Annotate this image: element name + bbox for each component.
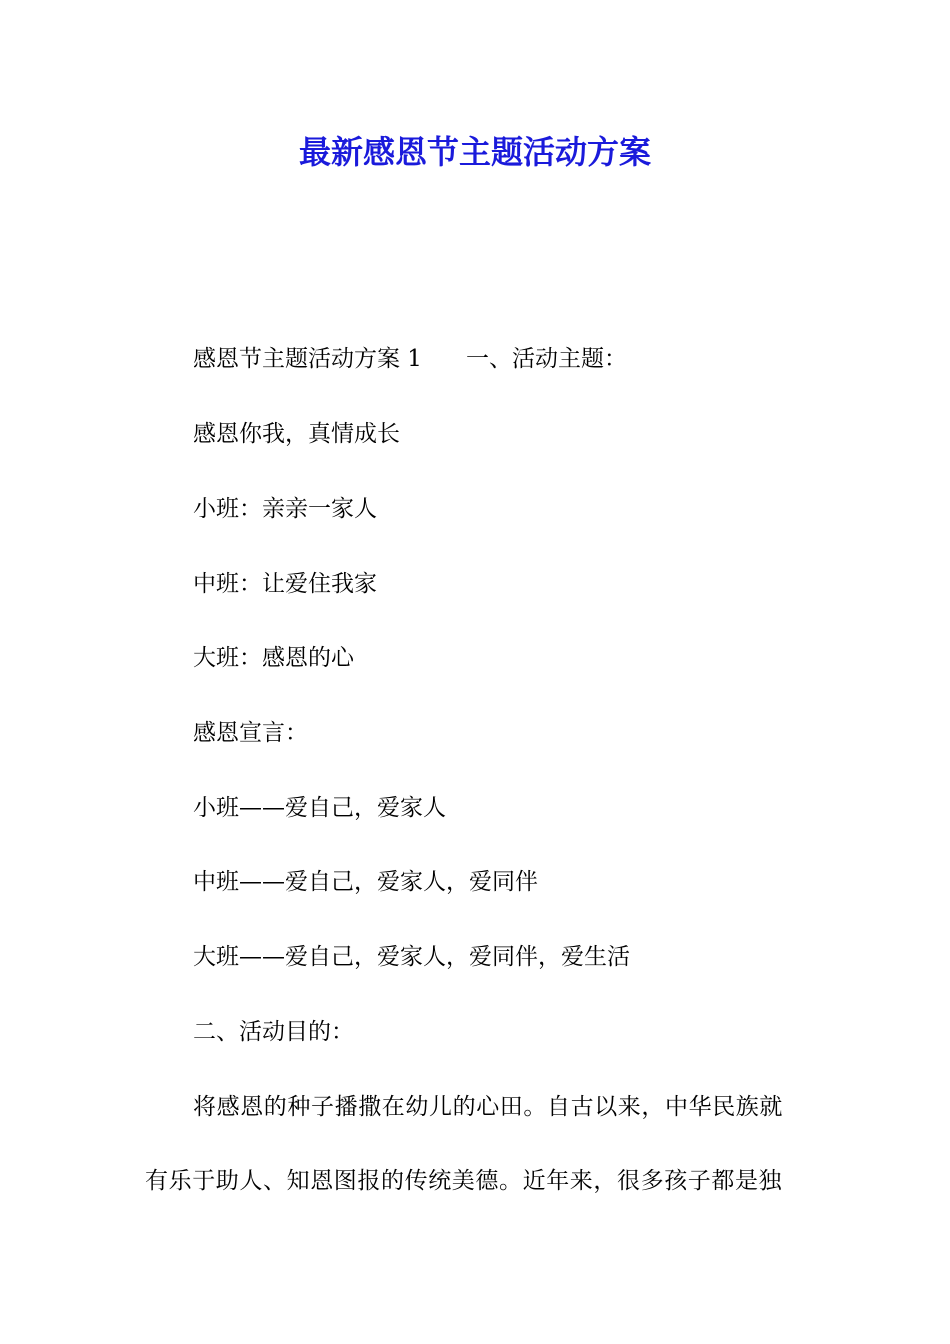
document-title: 最新感恩节主题活动方案 — [298, 133, 651, 171]
paragraph-purpose-line-2: 有乐于助人、知恩图报的传统美德。近年来，很多孩子都是独 — [145, 1168, 783, 1194]
plan-title: 感恩节主题活动方案 1 — [193, 346, 422, 372]
paragraph-big-class: 大班：感恩的心 — [193, 645, 354, 671]
paragraph-theme: 感恩你我，真情成长 — [193, 421, 400, 447]
paragraph-declaration-middle: 中班——爱自己，爱家人，爱同伴 — [193, 869, 538, 895]
paragraph-declaration-big: 大班——爱自己，爱家人，爱同伴，爱生活 — [193, 944, 630, 970]
section-heading-theme: 一、活动主题： — [465, 346, 627, 372]
section-heading-purpose: 二、活动目的： — [193, 1019, 354, 1045]
paragraph-purpose-line-1: 将感恩的种子播撒在幼儿的心田。自古以来，中华民族就 — [193, 1094, 783, 1120]
paragraph-declaration-heading: 感恩宣言： — [193, 720, 308, 746]
paragraph-middle-class: 中班：让爱住我家 — [193, 571, 377, 597]
section-heading-line — [193, 343, 893, 375]
paragraph-small-class: 小班：亲亲一家人 — [193, 496, 377, 522]
paragraph-declaration-small: 小班——爱自己，爱家人 — [193, 795, 446, 821]
